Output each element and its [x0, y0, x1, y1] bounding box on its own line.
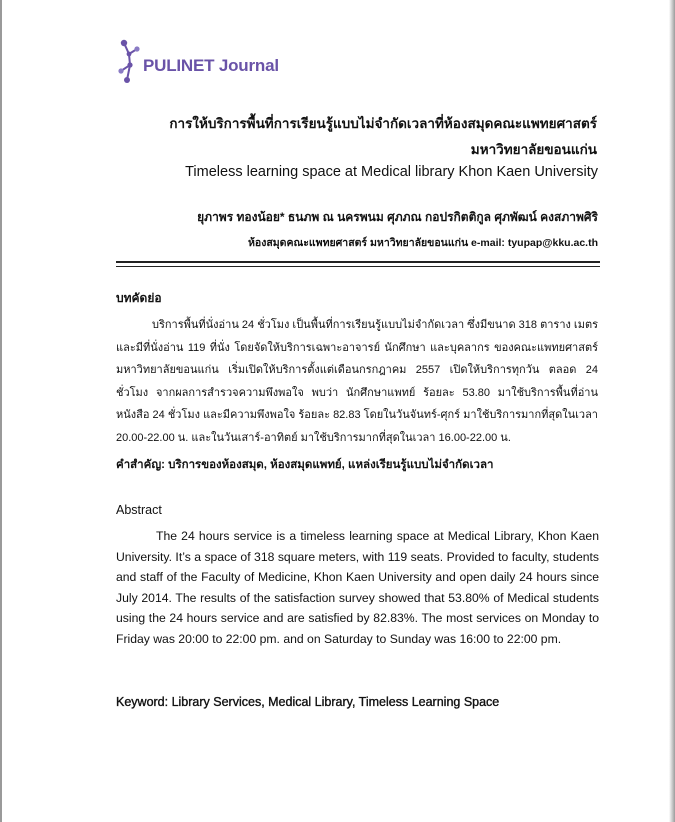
thai-abstract-body: บริการพื้นที่นั่งอ่าน 24 ชั่วโมง เป็นพื้นที่การเรียนรู้แบบไม่จำกัดเวลา ซึ่งมีขนาด 318 ตาราง เมตร และมีที่นั่งอ่าน 119 ที่นั่ง โดยจัดให้บริการเฉพาะอาจารย์ นักศึกษา และบุคลากร ของคณะแพทยศาสตร์ มหาวิทยาลัยขอนแก่น เริ่มเปิดให้บริการตั้งแต่เดือนกรกฎาคม 2557 เปิดให้บริการทุกวัน ตลอด 24 ชั่วโมง จากผลการสำรวจความพึงพอใจ พบว่า นักศึกษาแพทย์ ร้อยละ 53.80 มาใช้บริการพื้นที่อ่านหนังสือ 24 ชั่วโมง และมีความพึงพอใจ ร้อยละ 82.83 โดยในวันจันทร์-ศุกร์ มาใช้บริการมากที่สุดในเวลา 20.00-22.00 น. และในวันเสาร์-อาทิตย์ มาใช้บริการมากที่สุดในเวลา 16.00-22.00 น.: [116, 319, 598, 444]
journal-name: PULINET Journal: [143, 56, 279, 75]
thai-title-line1: การให้บริการพื้นที่การเรียนรู้แบบไม่จำกัดเวลาที่ห้องสมุดคณะแพทยศาสตร์: [169, 116, 597, 131]
thai-keywords: คำสำคัญ: บริการของห้องสมุด, ห้องสมุดแพทย์, แหล่งเรียนรู้แบบไม่จำกัดเวลา: [116, 459, 494, 471]
english-title: Timeless learning space at Medical library Khon Kaen University: [185, 164, 598, 180]
page-left-edge: [0, 0, 2, 822]
english-abstract-heading: Abstract: [116, 503, 162, 517]
journal-logo: [116, 38, 306, 84]
header-rule-thick: [116, 261, 600, 263]
thai-title-line2: มหาวิทยาลัยขอนแก่น: [470, 142, 597, 157]
page-right-shadow: [669, 0, 675, 822]
thai-abstract-heading: บทคัดย่อ: [116, 291, 162, 305]
header-rule-thin: [116, 266, 600, 267]
english-keywords: Keyword: Library Services, Medical Library, Timeless Learning Space: [116, 695, 500, 709]
author-list: ยุภาพร ทองน้อย* ธนภพ ณ นครพนม ศุภภณ กอปรกิตติกูล ศุภพัฒน์ คงสภาพศิริ: [197, 210, 598, 224]
english-abstract-body: The 24 hours service is a timeless learning space at Medical Library, Khon Kaen University. It’s a space of 318 square meters, with 119 seats. Provided to faculty, students and staff of the Faculty of Medicine, Khon Kaen University and open daily 24 hours since July 2014. The results of the satisfaction survey showed that 53.80% of Medical students using the 24 hours service and are satisfied by 82.83%. The most services on Monday to Friday was 20:00 to 22:00 pm. and on Saturday to Sunday was 16:00 to 22:00 pm.: [116, 529, 599, 646]
pulinet-molecule-icon: [116, 38, 146, 84]
author-affiliation: ห้องสมุดคณะแพทยศาสตร์ มหาวิทยาลัยขอนแก่น e-mail: tyupap@kku.ac.th: [247, 237, 598, 249]
